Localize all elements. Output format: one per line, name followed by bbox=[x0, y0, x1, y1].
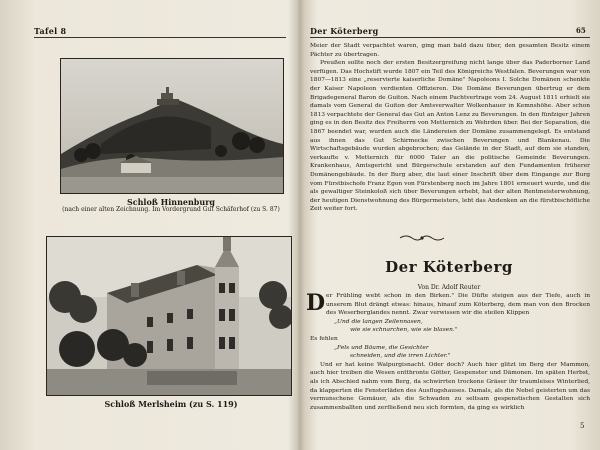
chapter-ornament-icon bbox=[398, 234, 446, 242]
caption-title-hinnenburg: Schloß Hinnenburg bbox=[126, 197, 216, 207]
merlsheim-photograph bbox=[47, 237, 291, 395]
caption-subtitle-hinnenburg: (nach einer alten Zeichnung. Im Vordergrund Gut Schäferhof (zu S. 87) bbox=[62, 206, 280, 213]
photo-merlsheim bbox=[46, 236, 292, 396]
verse-line-1: „Und die langen Zeilennasen, bbox=[334, 318, 423, 325]
chapter-opening: er Frühling webt schon in den Birken." Die Düfte steigen aus der Tiefe, auch in unserem Blut drängt etwas: hinaus, hinauf zum Köterberg, dem man von den Brocken des Weserberglandes nennt. Zwar verwissen wir die steilen Klippen bbox=[326, 293, 590, 317]
paragraph-2: Preußen sollte noch der ersten Besitzergreifung nicht lange über das Paderborner Land verfügen. Das Hochstift wurde 1807 ein Teil des Königreichs Westfalen. Beverungen war von 1807—1813 eine „reservierte kaiserliche Domäne" Napoleons I. Solche Domänen schenkte der Kaiser Napoleon verdienten Offizieren. Die Domäne Beverungen übertrug er dem Brigadegeneral Baron de Guiton. Nach einem Pachtvertrage vom 24. August 1811 erhielt sie damals vom General de Guiton der Amtsverwalter Wolkenhauer in Kemnshöhe. Aber schon 1813 verpachtete der General das Gut an Anton Lenz zu Beverungen. In den fünfziger Jahren ging es in den Besitz des Freiherrn von Metternich zu Wehrden über. Bei der Separation, die 1867 beendet war, wurden auch die Ländereien der Domäne zusammengelegt. Es entstand aus ihnen das Gut Schirmecke zwischen Beverungen und Blankenau. Die Wirtschaftsgebäude wurden abgebrochen; das Gelände in der Stadt, auf dem sie standen, verkaufte v. Metternich für 6000 Taler an die politische Gemeinde Beverungen. Krankenhaus, Amtsgericht und Bürgerschule erstanden auf den Fundamenten früherer Domänengebäude. In der Burg aber, die laut einer Inschrift über dem Eingange zur Burg vom Fürstbischofe Franz Egon von Fürstenberg noch im Jahre 1801 erneuert wurde, und die als gewaltiger Steinkoloß sich über Beverungen erhebt, hat der alten Rentmeisterwohnung, der heutigen Dienstwohnung des Bürgermeisters, lebt das Andenken an die fürstbischöfliche Zeit weiter fort. bbox=[310, 60, 590, 213]
photo-hinnenburg bbox=[60, 58, 284, 194]
running-head-right: Der Köterberg bbox=[310, 26, 379, 36]
caption-merlsheim bbox=[40, 400, 302, 408]
running-head-left: Tafel 8 bbox=[34, 26, 67, 36]
es-fehlen-line: Es fehlen bbox=[310, 335, 338, 342]
page-number: 65 bbox=[576, 26, 586, 35]
header-rule-right bbox=[310, 37, 590, 38]
chapter-author: Von Dr. Adolf Reuter bbox=[417, 284, 481, 291]
verse-line-3: „Fels und Bäume, die Gesichter bbox=[334, 344, 429, 351]
chapter-body bbox=[310, 292, 590, 412]
hinnenburg-illustration bbox=[61, 59, 283, 193]
body-text-top bbox=[310, 42, 590, 214]
caption-title-merlsheim: Schloß Merlsheim (zu S. 119) bbox=[104, 399, 238, 409]
chapter-title: Der Köterberg bbox=[385, 258, 513, 276]
left-page bbox=[0, 0, 294, 450]
verse-line-4: schneiden, und die irren Lichter." bbox=[350, 353, 451, 360]
header-rule-left bbox=[34, 37, 286, 38]
chapter-paragraph-2: Und er hat keine Walpurgisnacht. Oder doch? Auch hier glitzt im Berg der Mammon, auch hier treiben die Wesen entthronte Götter, Gespenster und Dämonen. Im späten Herbst, als ich Abschied nahm vom Berg, da schwirrten trockene Gräser ihr traumleises Winterlied, da klapperten die Fensterläden des Ausflugshauses. Damals, als die Nebel geisterten um das vermunschene Gemäuer, als die Schwaden zu seltsam gespenstischen Gestalten sich zusammenballten und zerfließend neu sich formten, da ging es wirklich bbox=[310, 361, 590, 411]
drop-cap: D bbox=[306, 290, 326, 316]
signature-mark: 5 bbox=[580, 422, 585, 430]
verse-line-2: wie sie schnarchen, wie sie blasen." bbox=[350, 327, 458, 334]
caption-hinnenburg bbox=[40, 198, 302, 214]
paragraph-1: Meier der Stadt verpachtet waren, ging man bald dazu über, den gesamten Besitz einem Pächter zu übertragen. bbox=[310, 43, 590, 58]
